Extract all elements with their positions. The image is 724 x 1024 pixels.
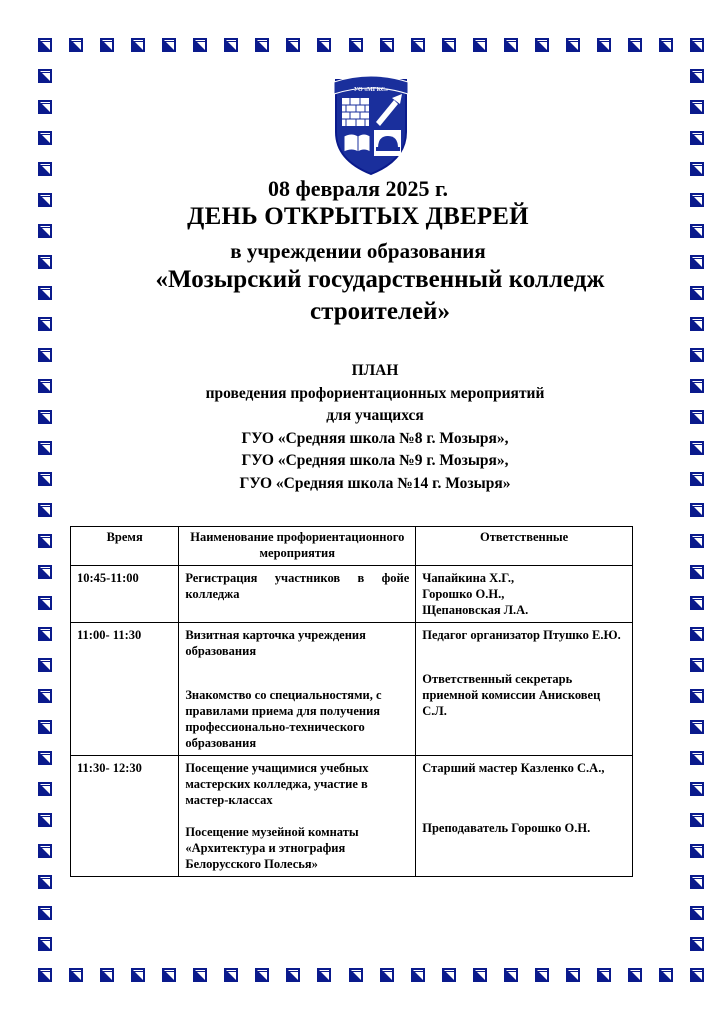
border-square-icon xyxy=(38,441,52,455)
border-square-icon xyxy=(38,782,52,796)
border-square-icon xyxy=(690,441,704,455)
border-square-icon xyxy=(286,38,300,52)
border-square-icon xyxy=(38,689,52,703)
border-square-icon xyxy=(38,410,52,424)
border-square-icon xyxy=(597,38,611,52)
border-square-icon xyxy=(38,751,52,765)
row-responsible xyxy=(416,623,633,756)
border-square-icon xyxy=(690,689,704,703)
event-text: Посещение учащимися учебных мастерских колледжа, участие в мастер-классах xyxy=(185,761,369,807)
border-square-icon xyxy=(690,627,704,641)
border-square-icon xyxy=(566,968,580,982)
table-header-row xyxy=(71,527,633,566)
border-square-icon xyxy=(690,534,704,548)
responsible-text: Преподаватель Горошко О.Н. xyxy=(422,821,591,835)
border-square-icon xyxy=(255,38,269,52)
border-square-icon xyxy=(224,38,238,52)
border-square-icon xyxy=(100,968,114,982)
border-square-icon xyxy=(535,968,549,982)
border-square-icon xyxy=(131,968,145,982)
border-square-icon xyxy=(349,38,363,52)
border-square-icon xyxy=(659,968,673,982)
border-square-icon xyxy=(380,968,394,982)
border-square-icon xyxy=(690,875,704,889)
border-square-icon xyxy=(317,968,331,982)
school-1: ГУО «Средняя школа №8 г. Мозыря», xyxy=(241,429,509,447)
responsible-text: Щепановская Л.А. xyxy=(422,603,529,617)
svg-text:УО «МГКС»: УО «МГКС» xyxy=(353,87,389,93)
table-row xyxy=(71,623,633,756)
border-square-icon xyxy=(690,596,704,610)
border-square-icon xyxy=(100,38,114,52)
border-square-icon xyxy=(38,937,52,951)
college-emblem-logo xyxy=(332,72,410,176)
border-square-icon xyxy=(690,720,704,734)
border-square-icon xyxy=(411,38,425,52)
schedule-table xyxy=(70,526,633,877)
event-text: Знакомство со специальностями, с правилами приема для получения профессионально-технического образования xyxy=(185,688,382,750)
border-square-icon xyxy=(473,38,487,52)
border-square-icon xyxy=(162,968,176,982)
border-square-icon xyxy=(442,38,456,52)
border-square-icon xyxy=(193,968,207,982)
row-responsible xyxy=(416,566,633,623)
plan-line-1: проведения профориентационных мероприятий xyxy=(205,384,545,402)
border-square-icon xyxy=(690,503,704,517)
border-square-icon xyxy=(38,162,52,176)
border-square-icon xyxy=(224,968,238,982)
page-subtitle: в учреждении образования xyxy=(230,239,486,263)
border-square-icon xyxy=(690,131,704,145)
border-square-icon xyxy=(380,38,394,52)
border-square-icon xyxy=(690,38,704,52)
header-responsible: Ответственные xyxy=(416,527,633,566)
border-square-icon xyxy=(690,162,704,176)
border-square-icon xyxy=(690,968,704,982)
border-square-icon xyxy=(38,813,52,827)
border-square-icon xyxy=(690,906,704,920)
border-square-icon xyxy=(286,968,300,982)
border-square-icon xyxy=(162,38,176,52)
border-square-icon xyxy=(411,968,425,982)
row-time: 11:30- 12:30 xyxy=(71,756,179,877)
row-event xyxy=(179,566,416,623)
table-row xyxy=(71,566,633,623)
table-row xyxy=(71,756,633,877)
border-square-icon xyxy=(317,38,331,52)
header-time: Время xyxy=(71,527,179,566)
border-square-icon xyxy=(690,379,704,393)
row-responsible xyxy=(416,756,633,877)
border-square-icon xyxy=(628,968,642,982)
border-square-icon xyxy=(690,472,704,486)
border-square-icon xyxy=(38,317,52,331)
college-name-line2: строителей» xyxy=(310,298,450,325)
plan-heading-block xyxy=(140,360,610,495)
border-square-icon xyxy=(38,379,52,393)
border-square-icon xyxy=(38,968,52,982)
border-square-icon xyxy=(597,968,611,982)
border-square-icon xyxy=(690,100,704,114)
border-square-icon xyxy=(255,968,269,982)
school-2: ГУО «Средняя школа №9 г. Мозыря», xyxy=(241,452,509,469)
border-square-icon xyxy=(38,844,52,858)
border-square-icon xyxy=(349,968,363,982)
responsible-text: Педагог организатор Птушко Е.Ю. xyxy=(422,628,621,642)
border-square-icon xyxy=(38,100,52,114)
border-square-icon xyxy=(473,968,487,982)
college-name xyxy=(100,264,660,328)
row-time: 10:45-11:00 xyxy=(71,566,179,623)
border-square-icon xyxy=(504,968,518,982)
border-square-icon xyxy=(690,751,704,765)
border-square-icon xyxy=(690,410,704,424)
border-square-icon xyxy=(38,906,52,920)
border-square-icon xyxy=(131,38,145,52)
border-square-icon xyxy=(504,38,518,52)
responsible-text: Ответственный секретарь приемной комиссии Анисковец С.Л. xyxy=(422,672,601,718)
responsible-text: Чапайкина Х.Г., xyxy=(422,571,515,585)
border-square-icon xyxy=(690,782,704,796)
border-square-icon xyxy=(38,286,52,300)
border-square-icon xyxy=(38,503,52,517)
row-time: 11:00- 11:30 xyxy=(71,623,179,756)
border-square-icon xyxy=(38,38,52,52)
event-date: 08 февраля 2025 г. xyxy=(267,176,449,201)
border-square-icon xyxy=(566,38,580,52)
border-square-icon xyxy=(38,565,52,579)
border-square-icon xyxy=(690,317,704,331)
border-square-icon xyxy=(38,472,52,486)
border-square-icon xyxy=(38,348,52,362)
border-square-icon xyxy=(38,596,52,610)
border-square-icon xyxy=(193,38,207,52)
border-square-icon xyxy=(38,131,52,145)
border-square-icon xyxy=(690,844,704,858)
border-square-icon xyxy=(38,69,52,83)
border-square-icon xyxy=(690,69,704,83)
border-square-icon xyxy=(690,937,704,951)
event-text: Визитная карточка учреждения образования xyxy=(185,628,366,658)
plan-heading: ПЛАН xyxy=(351,362,399,379)
responsible-text: Горошко О.Н., xyxy=(422,587,505,601)
border-square-icon xyxy=(38,534,52,548)
border-square-icon xyxy=(38,627,52,641)
college-name-line1: «Мозырский государственный колледж xyxy=(155,266,605,293)
header-event: Наименование профориентационного мероприятия xyxy=(179,527,416,566)
border-square-icon xyxy=(690,348,704,362)
border-square-icon xyxy=(535,38,549,52)
responsible-text: Старший мастер Казленко С.А., xyxy=(422,761,605,775)
border-square-icon xyxy=(69,968,83,982)
border-square-icon xyxy=(69,38,83,52)
border-square-icon xyxy=(38,875,52,889)
event-text: Регистрация участников в фойе колледжа xyxy=(185,571,410,601)
border-square-icon xyxy=(659,38,673,52)
border-square-icon xyxy=(442,968,456,982)
border-square-icon xyxy=(690,658,704,672)
border-square-icon xyxy=(690,286,704,300)
border-square-icon xyxy=(38,720,52,734)
row-event xyxy=(179,623,416,756)
row-event xyxy=(179,756,416,877)
border-square-icon xyxy=(38,658,52,672)
border-square-icon xyxy=(628,38,642,52)
border-square-icon xyxy=(690,565,704,579)
event-text: Посещение музейной комнаты «Архитектура и этнография Белорусского Полесья» xyxy=(185,825,359,871)
border-square-icon xyxy=(690,813,704,827)
plan-line-2: для учащихся xyxy=(326,407,424,424)
page-title: ДЕНЬ ОТКРЫТЫХ ДВЕРЕЙ xyxy=(187,203,529,230)
school-3: ГУО «Средняя школа №14 г. Мозыря» xyxy=(239,474,511,492)
